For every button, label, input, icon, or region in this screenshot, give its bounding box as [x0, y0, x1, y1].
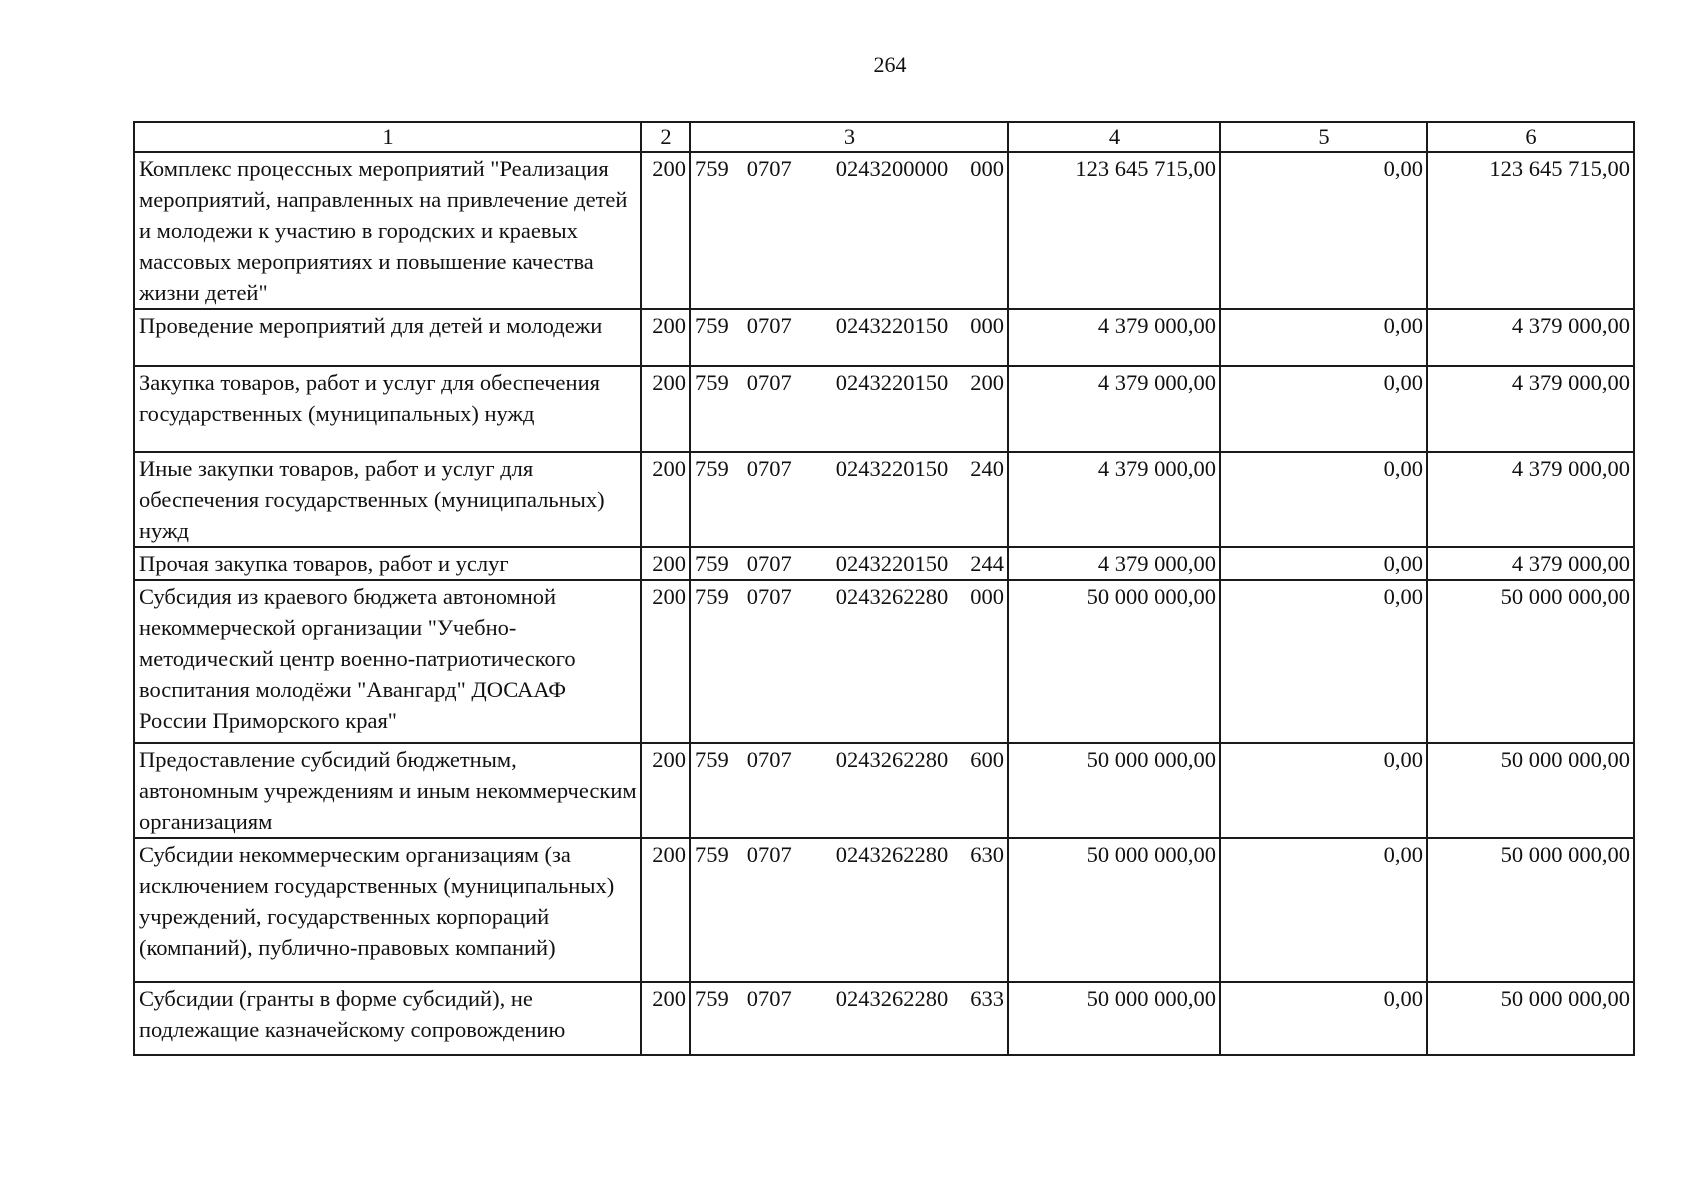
row-col6: 4 379 000,00	[1511, 313, 1630, 338]
row-name: Субсидии некоммерческим организациям (за исключением государственных (муниципальных) учреждений, государственных корпораций (компаний), публично-правовых компаний)	[139, 842, 615, 960]
row-col5-cell	[1220, 309, 1427, 366]
table-row	[134, 982, 1634, 1055]
row-section: 0707	[746, 456, 792, 481]
table-row	[134, 838, 1634, 982]
row-col6: 50 000 000,00	[1500, 584, 1630, 609]
row-col6: 50 000 000,00	[1500, 986, 1630, 1011]
row-col6: 4 379 000,00	[1511, 370, 1630, 395]
row-code-cell	[690, 838, 1008, 982]
row-col5: 0,00	[1383, 313, 1423, 338]
row-name: Прочая закупка товаров, работ и услуг	[139, 551, 509, 576]
row-name-cell	[134, 366, 641, 452]
row-col6-cell	[1427, 152, 1634, 309]
row-col5: 0,00	[1383, 747, 1423, 772]
row-grbs: 759	[695, 156, 729, 181]
row-col4: 123 645 715,00	[1075, 156, 1216, 181]
row-name: Комплекс процессных мероприятий "Реализация мероприятий, направленных на привлечение детей и молодежи к участию в городских и краевых массовых мероприятиях и повышение качества жизни детей"	[139, 156, 628, 305]
row-name: Субсидии (гранты в форме субсидий), не подлежащие казначейскому сопровождению	[139, 986, 566, 1042]
row-col5-cell	[1220, 452, 1427, 547]
row-col6-cell	[1427, 743, 1634, 838]
row-name: Предоставление субсидий бюджетным, автономным учреждениям и иным некоммерческим организациям	[139, 747, 637, 834]
row-section: 0707	[746, 747, 792, 772]
row-col4-cell	[1008, 309, 1220, 366]
row-col5-cell	[1220, 580, 1427, 743]
row-col5-cell	[1220, 838, 1427, 982]
row-col5: 0,00	[1383, 584, 1423, 609]
row-col6-cell	[1427, 309, 1634, 366]
header-col-6: 6	[1427, 122, 1634, 152]
row-col5: 0,00	[1383, 986, 1423, 1011]
table-row	[134, 309, 1634, 366]
row-section: 0707	[746, 156, 792, 181]
row-name: Иные закупки товаров, работ и услуг для обеспечения государственных (муниципальных) нужд	[139, 456, 605, 543]
row-col2: 200	[652, 842, 686, 867]
row-col2-cell	[641, 838, 690, 982]
header-col-1: 1	[134, 122, 641, 152]
row-section: 0707	[746, 370, 792, 395]
row-name-cell	[134, 152, 641, 309]
row-name-cell	[134, 309, 641, 366]
row-code-cell	[690, 743, 1008, 838]
row-vr: 630	[970, 842, 1004, 867]
row-code-cell	[690, 152, 1008, 309]
row-target: 0243220150	[835, 370, 949, 395]
row-col2-cell	[641, 580, 690, 743]
row-col5-cell	[1220, 743, 1427, 838]
table-row	[134, 547, 1634, 580]
row-name: Закупка товаров, работ и услуг для обеспечения государственных (муниципальных) нужд	[139, 370, 600, 426]
row-name-cell	[134, 982, 641, 1055]
row-col4: 4 379 000,00	[1097, 456, 1216, 481]
row-col2: 200	[652, 986, 686, 1011]
row-col6: 123 645 715,00	[1489, 156, 1630, 181]
row-col5-cell	[1220, 366, 1427, 452]
row-col2-cell	[641, 152, 690, 309]
row-grbs: 759	[695, 747, 729, 772]
row-vr: 240	[970, 456, 1004, 481]
row-col6: 50 000 000,00	[1500, 747, 1630, 772]
row-col5: 0,00	[1383, 456, 1423, 481]
row-col2-cell	[641, 366, 690, 452]
table-row	[134, 580, 1634, 743]
row-section: 0707	[746, 313, 792, 338]
row-code-cell	[690, 580, 1008, 743]
row-col6-cell	[1427, 838, 1634, 982]
row-col4: 50 000 000,00	[1086, 584, 1216, 609]
row-col4: 4 379 000,00	[1097, 551, 1216, 576]
table-row	[134, 743, 1634, 838]
row-grbs: 759	[695, 456, 729, 481]
row-code-cell	[690, 309, 1008, 366]
row-code-cell	[690, 452, 1008, 547]
table-row	[134, 152, 1634, 309]
row-col5: 0,00	[1383, 156, 1423, 181]
row-name: Проведение мероприятий для детей и молодежи	[139, 313, 603, 338]
row-target: 0243220150	[835, 551, 949, 576]
row-grbs: 759	[695, 584, 729, 609]
row-col6-cell	[1427, 580, 1634, 743]
header-row	[134, 122, 1634, 152]
row-vr: 633	[970, 986, 1004, 1011]
row-vr: 000	[970, 584, 1004, 609]
row-col6: 4 379 000,00	[1511, 456, 1630, 481]
row-target: 0243262280	[835, 986, 949, 1011]
row-code-cell	[690, 982, 1008, 1055]
row-section: 0707	[746, 584, 792, 609]
row-col2-cell	[641, 452, 690, 547]
header-col-3: 3	[690, 122, 1008, 152]
table-row	[134, 452, 1634, 547]
row-grbs: 759	[695, 986, 729, 1011]
row-col6-cell	[1427, 452, 1634, 547]
row-grbs: 759	[695, 842, 729, 867]
row-col6-cell	[1427, 982, 1634, 1055]
row-col5-cell	[1220, 982, 1427, 1055]
row-target: 0243262280	[835, 842, 949, 867]
row-col2-cell	[641, 547, 690, 580]
row-name: Субсидия из краевого бюджета автономной некоммерческой организации "Учебно-методический центр военно-патриотического воспитания молодёжи "Авангард" ДОСААФ России Приморского края"	[139, 584, 576, 733]
row-col2: 200	[652, 551, 686, 576]
row-col5-cell	[1220, 152, 1427, 309]
row-col6-cell	[1427, 547, 1634, 580]
row-code-cell	[690, 366, 1008, 452]
row-col2-cell	[641, 309, 690, 366]
row-grbs: 759	[695, 551, 729, 576]
table-row	[134, 366, 1634, 452]
row-section: 0707	[746, 842, 792, 867]
row-name-cell	[134, 838, 641, 982]
row-col4-cell	[1008, 838, 1220, 982]
row-col4: 50 000 000,00	[1086, 747, 1216, 772]
row-col4-cell	[1008, 152, 1220, 309]
row-col6-cell	[1427, 366, 1634, 452]
row-col4: 4 379 000,00	[1097, 370, 1216, 395]
row-col4-cell	[1008, 366, 1220, 452]
row-col2: 200	[652, 313, 686, 338]
row-name-cell	[134, 452, 641, 547]
header-col-4: 4	[1008, 122, 1220, 152]
row-vr: 600	[970, 747, 1004, 772]
row-vr: 000	[970, 313, 1004, 338]
header-col-2: 2	[641, 122, 690, 152]
row-col4: 4 379 000,00	[1097, 313, 1216, 338]
row-col2-cell	[641, 982, 690, 1055]
row-target: 0243220150	[835, 456, 949, 481]
budget-table	[133, 121, 1635, 1056]
row-target: 0243220150	[835, 313, 949, 338]
header-col-5: 5	[1220, 122, 1427, 152]
row-target: 0243200000	[835, 156, 949, 181]
row-col6: 4 379 000,00	[1511, 551, 1630, 576]
row-vr: 244	[970, 551, 1004, 576]
row-name-cell	[134, 547, 641, 580]
row-col4-cell	[1008, 547, 1220, 580]
page-number: 264	[873, 52, 907, 77]
row-col5: 0,00	[1383, 842, 1423, 867]
row-col2-cell	[641, 743, 690, 838]
row-col2: 200	[652, 584, 686, 609]
row-col5: 0,00	[1383, 551, 1423, 576]
row-vr: 200	[970, 370, 1004, 395]
row-name-cell	[134, 580, 641, 743]
row-target: 0243262280	[835, 747, 949, 772]
row-col4-cell	[1008, 743, 1220, 838]
row-target: 0243262280	[835, 584, 949, 609]
row-col4: 50 000 000,00	[1086, 842, 1216, 867]
row-col6: 50 000 000,00	[1500, 842, 1630, 867]
row-col2: 200	[652, 747, 686, 772]
row-col5-cell	[1220, 547, 1427, 580]
row-col2: 200	[652, 156, 686, 181]
row-section: 0707	[746, 551, 792, 576]
row-col2: 200	[652, 456, 686, 481]
row-code-cell	[690, 547, 1008, 580]
row-col2: 200	[652, 370, 686, 395]
row-section: 0707	[746, 986, 792, 1011]
row-col4-cell	[1008, 580, 1220, 743]
row-name-cell	[134, 743, 641, 838]
row-grbs: 759	[695, 313, 729, 338]
row-col5: 0,00	[1383, 370, 1423, 395]
row-col4-cell	[1008, 982, 1220, 1055]
row-grbs: 759	[695, 370, 729, 395]
row-col4-cell	[1008, 452, 1220, 547]
row-col4: 50 000 000,00	[1086, 986, 1216, 1011]
row-vr: 000	[970, 156, 1004, 181]
